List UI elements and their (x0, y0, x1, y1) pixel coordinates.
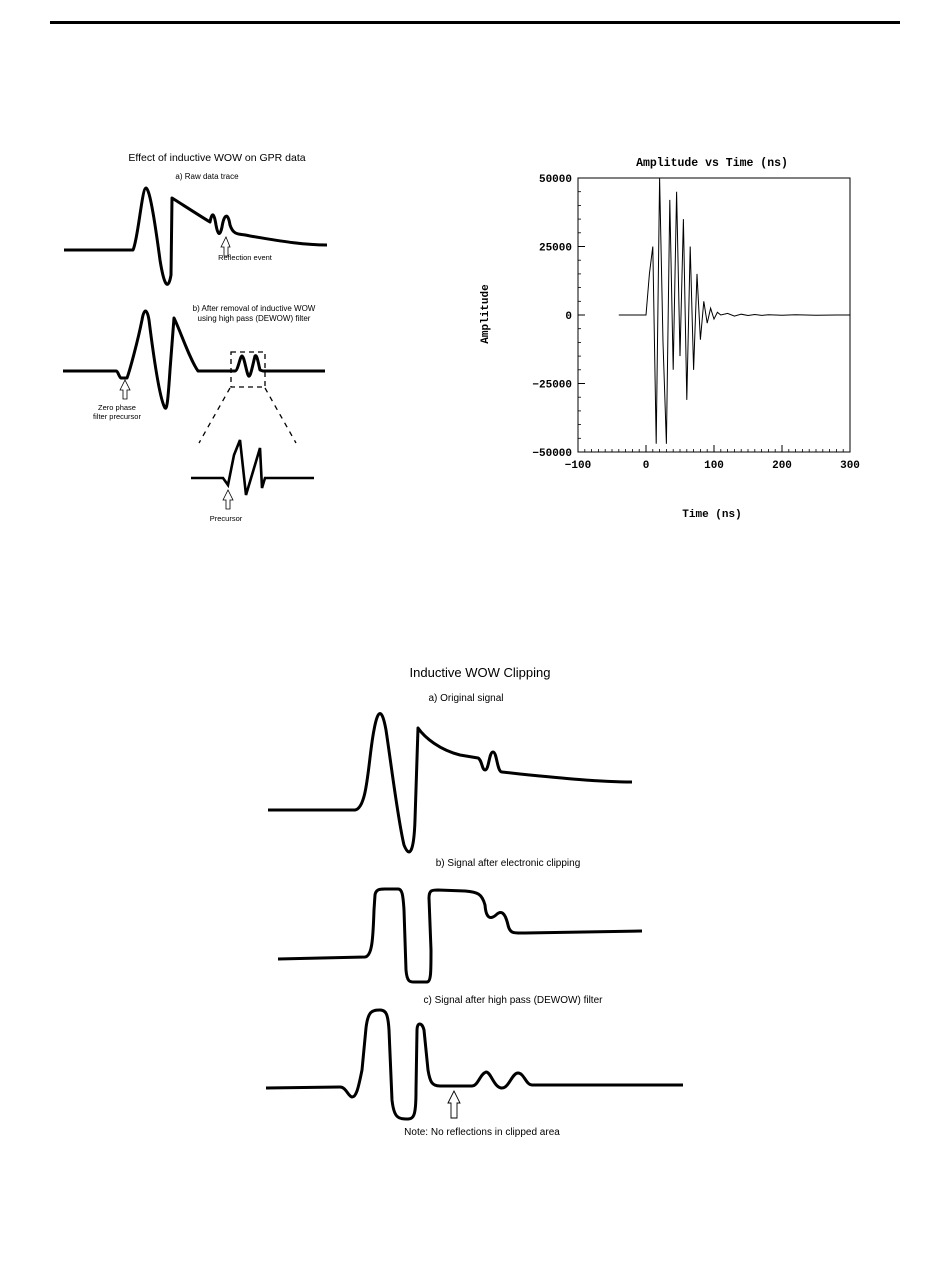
inset-trace (191, 440, 314, 495)
y-tick-label: −25000 (532, 379, 572, 392)
y-tick-label: 50000 (538, 174, 572, 186)
no-reflection-arrow-icon (448, 1091, 460, 1118)
raw-trace-label: a) Raw data trace (175, 172, 239, 181)
wow-effect-title: Effect of inductive WOW on GPR data (128, 152, 306, 164)
wow-effect-figure (0, 0, 475, 560)
zero-phase-label-line2: filter precursor (93, 412, 141, 421)
y-tick-label: 0 (565, 311, 572, 323)
raw-data-trace (64, 188, 327, 284)
y-tick-label: −50000 (532, 448, 572, 460)
chart-title: Amplitude vs Time (ns) (636, 157, 788, 170)
zoom-guide-right (265, 388, 296, 443)
original-signal-label: a) Original signal (428, 693, 504, 704)
clipping-note: Note: No reflections in clipped area (404, 1127, 560, 1138)
clipped-signal-trace (278, 889, 642, 982)
y-tick-label: 25000 (538, 242, 572, 255)
chart-ylabel: Amplitude (480, 284, 492, 344)
dewow-label-line1: b) After removal of inductive WOW (192, 304, 316, 313)
x-tick-label: 200 (772, 460, 792, 472)
x-tick-label: −100 (564, 460, 592, 472)
chart-xlabel: Time (ns) (682, 509, 742, 521)
original-signal-trace (268, 714, 632, 852)
inset-precursor-arrow-icon (223, 490, 233, 509)
chart-plot-area (532, 174, 860, 472)
reflection-event-label: Reflection event (218, 253, 272, 262)
x-tick-label: 100 (704, 460, 724, 472)
clipped-signal-label: b) Signal after electronic clipping (435, 858, 581, 869)
clipping-title: Inductive WOW Clipping (409, 665, 551, 680)
clipping-figure (0, 650, 950, 1150)
zoom-guide-left (199, 388, 230, 443)
amplitude-chart (470, 140, 890, 540)
precursor-label: Precursor (209, 514, 243, 523)
amplitude-series-line (619, 178, 850, 444)
dewow-label-line2: using high pass (DEWOW) filter (197, 314, 311, 323)
dewow-signal-label: c) Signal after high pass (DEWOW) filter (423, 995, 603, 1006)
dewow-signal-trace (266, 1010, 683, 1119)
x-tick-label: 0 (642, 460, 650, 472)
x-tick-label: 300 (840, 460, 860, 472)
dewow-trace (63, 311, 325, 408)
precursor-arrow-icon (120, 380, 130, 399)
zero-phase-label-line1: Zero phase (98, 403, 136, 412)
